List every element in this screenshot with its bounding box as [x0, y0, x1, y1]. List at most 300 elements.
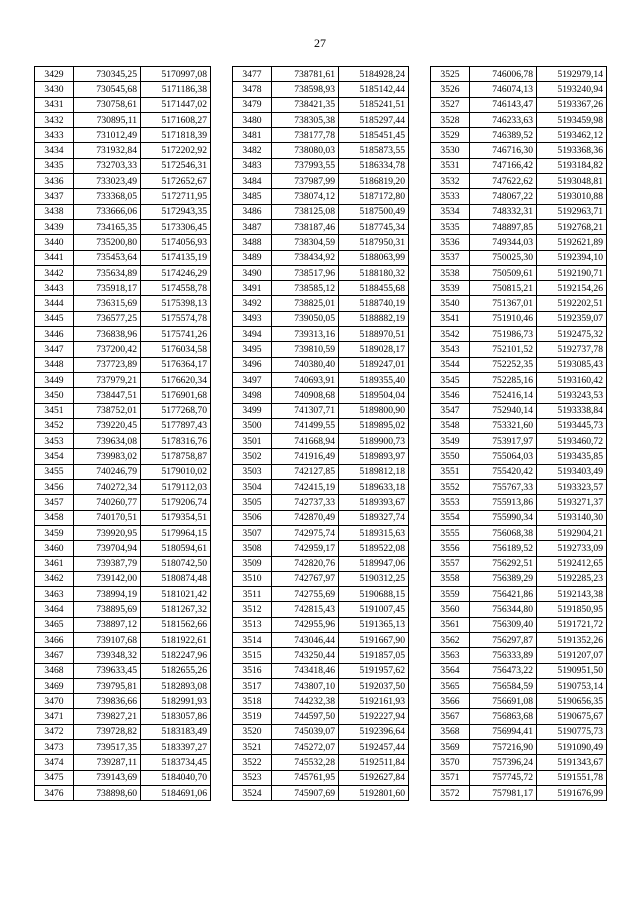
point-number-cell: 3567: [431, 709, 470, 724]
x-coordinate-cell: 745272,07: [272, 740, 339, 755]
y-coordinate-cell: 5192037,50: [339, 678, 409, 693]
x-coordinate-cell: 756344,80: [470, 602, 537, 617]
point-number-cell: 3513: [233, 617, 272, 632]
x-coordinate-cell: 745907,69: [272, 785, 339, 800]
point-number-cell: 3482: [233, 143, 272, 158]
point-number-cell: 3444: [35, 296, 74, 311]
x-coordinate-cell: 739634,08: [74, 434, 141, 449]
point-number-cell: 3456: [35, 480, 74, 495]
x-coordinate-cell: 733023,49: [74, 174, 141, 189]
point-number-cell: 3542: [431, 327, 470, 342]
x-coordinate-cell: 742820,76: [272, 556, 339, 571]
point-number-cell: 3544: [431, 357, 470, 372]
table-row: [233, 143, 409, 158]
y-coordinate-cell: 5178316,76: [141, 434, 211, 449]
x-coordinate-cell: 756994,41: [470, 724, 537, 739]
point-number-cell: 3548: [431, 418, 470, 433]
point-number-cell: 3432: [35, 112, 74, 127]
y-coordinate-cell: 5192394,10: [537, 250, 607, 265]
x-coordinate-cell: 739348,32: [74, 648, 141, 663]
point-number-cell: 3541: [431, 311, 470, 326]
x-coordinate-cell: 750815,21: [470, 281, 537, 296]
x-coordinate-cell: 742959,17: [272, 541, 339, 556]
table-row: [35, 495, 211, 510]
point-number-cell: 3471: [35, 709, 74, 724]
table-row: [35, 480, 211, 495]
x-coordinate-cell: 746074,13: [470, 82, 537, 97]
table-row: [431, 663, 607, 678]
x-coordinate-cell: 752101,52: [470, 342, 537, 357]
y-coordinate-cell: 5192396,64: [339, 724, 409, 739]
point-number-cell: 3555: [431, 525, 470, 540]
point-number-cell: 3519: [233, 709, 272, 724]
y-coordinate-cell: 5191365,13: [339, 617, 409, 632]
table-row: [35, 174, 211, 189]
x-coordinate-cell: 738304,59: [272, 235, 339, 250]
y-coordinate-cell: 5193368,36: [537, 143, 607, 158]
point-number-cell: 3479: [233, 97, 272, 112]
point-number-cell: 3466: [35, 632, 74, 647]
x-coordinate-cell: 756863,68: [470, 709, 537, 724]
x-coordinate-cell: 755420,42: [470, 464, 537, 479]
y-coordinate-cell: 5189327,74: [339, 510, 409, 525]
y-coordinate-cell: 5189633,18: [339, 480, 409, 495]
table-row: [431, 525, 607, 540]
y-coordinate-cell: 5192143,38: [537, 587, 607, 602]
table-row: [431, 449, 607, 464]
y-coordinate-cell: 5182893,08: [141, 678, 211, 693]
table-row: [35, 204, 211, 219]
y-coordinate-cell: 5192359,07: [537, 311, 607, 326]
point-number-cell: 3467: [35, 648, 74, 663]
point-number-cell: 3468: [35, 663, 74, 678]
table-row: [233, 174, 409, 189]
y-coordinate-cell: 5192621,89: [537, 235, 607, 250]
x-coordinate-cell: 737723,89: [74, 357, 141, 372]
x-coordinate-cell: 741499,55: [272, 418, 339, 433]
table-row: [233, 67, 409, 82]
table-row: [233, 372, 409, 387]
point-number-cell: 3549: [431, 434, 470, 449]
table-row: [431, 480, 607, 495]
point-number-cell: 3464: [35, 602, 74, 617]
y-coordinate-cell: 5183057,86: [141, 709, 211, 724]
point-number-cell: 3465: [35, 617, 74, 632]
point-number-cell: 3478: [233, 82, 272, 97]
table-row: [35, 82, 211, 97]
x-coordinate-cell: 738177,78: [272, 128, 339, 143]
y-coordinate-cell: 5189028,17: [339, 342, 409, 357]
table-row: [233, 281, 409, 296]
x-coordinate-cell: 745039,07: [272, 724, 339, 739]
y-coordinate-cell: 5187745,34: [339, 219, 409, 234]
table-row: [233, 219, 409, 234]
x-coordinate-cell: 731932,84: [74, 143, 141, 158]
point-number-cell: 3532: [431, 174, 470, 189]
point-number-cell: 3488: [233, 235, 272, 250]
table-row: [35, 464, 211, 479]
point-number-cell: 3562: [431, 632, 470, 647]
point-number-cell: 3518: [233, 694, 272, 709]
y-coordinate-cell: 5184040,70: [141, 770, 211, 785]
x-coordinate-cell: 737200,42: [74, 342, 141, 357]
point-number-cell: 3437: [35, 189, 74, 204]
y-coordinate-cell: 5191676,99: [537, 785, 607, 800]
point-number-cell: 3445: [35, 311, 74, 326]
x-coordinate-cell: 736315,69: [74, 296, 141, 311]
table-row: [233, 480, 409, 495]
x-coordinate-cell: 756309,40: [470, 617, 537, 632]
table-row: [233, 388, 409, 403]
x-coordinate-cell: 739107,68: [74, 632, 141, 647]
point-number-cell: 3531: [431, 158, 470, 173]
x-coordinate-cell: 739795,81: [74, 678, 141, 693]
point-number-cell: 3454: [35, 449, 74, 464]
x-coordinate-cell: 743418,46: [272, 663, 339, 678]
y-coordinate-cell: 5182991,93: [141, 694, 211, 709]
coordinates-table-1: [34, 66, 211, 801]
point-number-cell: 3430: [35, 82, 74, 97]
x-coordinate-cell: 738598,93: [272, 82, 339, 97]
table-row: [35, 403, 211, 418]
table-row: [233, 296, 409, 311]
table-row: [233, 112, 409, 127]
point-number-cell: 3557: [431, 556, 470, 571]
x-coordinate-cell: 756189,52: [470, 541, 537, 556]
table-row: [431, 128, 607, 143]
x-coordinate-cell: 735634,89: [74, 265, 141, 280]
y-coordinate-cell: 5172546,31: [141, 158, 211, 173]
point-number-cell: 3522: [233, 755, 272, 770]
point-number-cell: 3470: [35, 694, 74, 709]
x-coordinate-cell: 737987,99: [272, 174, 339, 189]
table-row: [35, 678, 211, 693]
table-row: [431, 265, 607, 280]
y-coordinate-cell: 5190675,67: [537, 709, 607, 724]
point-number-cell: 3537: [431, 250, 470, 265]
x-coordinate-cell: 737979,21: [74, 372, 141, 387]
table-row: [431, 724, 607, 739]
table-row: [431, 97, 607, 112]
y-coordinate-cell: 5193048,81: [537, 174, 607, 189]
x-coordinate-cell: 737993,55: [272, 158, 339, 173]
y-coordinate-cell: 5185451,45: [339, 128, 409, 143]
point-number-cell: 3530: [431, 143, 470, 158]
point-number-cell: 3494: [233, 327, 272, 342]
x-coordinate-cell: 738781,61: [272, 67, 339, 82]
x-coordinate-cell: 757216,90: [470, 740, 537, 755]
x-coordinate-cell: 738517,96: [272, 265, 339, 280]
y-coordinate-cell: 5191957,62: [339, 663, 409, 678]
x-coordinate-cell: 739920,95: [74, 525, 141, 540]
table-row: [431, 632, 607, 647]
table-row: [431, 311, 607, 326]
table-row: [233, 357, 409, 372]
table-row: [233, 204, 409, 219]
table-row: [431, 219, 607, 234]
y-coordinate-cell: 5184928,24: [339, 67, 409, 82]
point-number-cell: 3438: [35, 204, 74, 219]
table-row: [431, 694, 607, 709]
x-coordinate-cell: 742975,74: [272, 525, 339, 540]
y-coordinate-cell: 5192511,84: [339, 755, 409, 770]
point-number-cell: 3439: [35, 219, 74, 234]
table-row: [431, 740, 607, 755]
y-coordinate-cell: 5183734,45: [141, 755, 211, 770]
y-coordinate-cell: 5182655,26: [141, 663, 211, 678]
x-coordinate-cell: 748332,31: [470, 204, 537, 219]
table-row: [233, 694, 409, 709]
point-number-cell: 3436: [35, 174, 74, 189]
table-row: [233, 418, 409, 433]
y-coordinate-cell: 5176034,58: [141, 342, 211, 357]
point-number-cell: 3528: [431, 112, 470, 127]
x-coordinate-cell: 742415,19: [272, 480, 339, 495]
y-coordinate-cell: 5192768,21: [537, 219, 607, 234]
table-row: [431, 709, 607, 724]
y-coordinate-cell: 5193243,53: [537, 388, 607, 403]
y-coordinate-cell: 5176620,34: [141, 372, 211, 387]
y-coordinate-cell: 5177897,43: [141, 418, 211, 433]
y-coordinate-cell: 5172711,95: [141, 189, 211, 204]
x-coordinate-cell: 746389,52: [470, 128, 537, 143]
x-coordinate-cell: 757981,17: [470, 785, 537, 800]
point-number-cell: 3505: [233, 495, 272, 510]
point-number-cell: 3546: [431, 388, 470, 403]
table-row: [35, 143, 211, 158]
point-number-cell: 3539: [431, 281, 470, 296]
point-number-cell: 3570: [431, 755, 470, 770]
point-number-cell: 3554: [431, 510, 470, 525]
point-number-cell: 3441: [35, 250, 74, 265]
table-row: [431, 785, 607, 800]
table-row: [431, 357, 607, 372]
x-coordinate-cell: 741916,49: [272, 449, 339, 464]
x-coordinate-cell: 746716,30: [470, 143, 537, 158]
x-coordinate-cell: 740693,91: [272, 372, 339, 387]
table-row: [431, 571, 607, 586]
x-coordinate-cell: 739220,45: [74, 418, 141, 433]
x-coordinate-cell: 747166,42: [470, 158, 537, 173]
point-number-cell: 3481: [233, 128, 272, 143]
point-number-cell: 3477: [233, 67, 272, 82]
table-row: [35, 342, 211, 357]
y-coordinate-cell: 5191343,67: [537, 755, 607, 770]
y-coordinate-cell: 5185142,44: [339, 82, 409, 97]
x-coordinate-cell: 738305,38: [272, 112, 339, 127]
x-coordinate-cell: 733666,06: [74, 204, 141, 219]
y-coordinate-cell: 5192161,93: [339, 694, 409, 709]
x-coordinate-cell: 756292,51: [470, 556, 537, 571]
y-coordinate-cell: 5190688,15: [339, 587, 409, 602]
x-coordinate-cell: 746233,63: [470, 112, 537, 127]
y-coordinate-cell: 5193459,98: [537, 112, 607, 127]
table-row: [35, 235, 211, 250]
point-number-cell: 3515: [233, 648, 272, 663]
y-coordinate-cell: 5193445,73: [537, 418, 607, 433]
y-coordinate-cell: 5186819,20: [339, 174, 409, 189]
point-number-cell: 3429: [35, 67, 74, 82]
x-coordinate-cell: 738898,60: [74, 785, 141, 800]
x-coordinate-cell: 742870,49: [272, 510, 339, 525]
point-number-cell: 3493: [233, 311, 272, 326]
x-coordinate-cell: 739050,05: [272, 311, 339, 326]
y-coordinate-cell: 5192733,09: [537, 541, 607, 556]
table-row: [233, 495, 409, 510]
x-coordinate-cell: 736577,25: [74, 311, 141, 326]
y-coordinate-cell: 5176901,68: [141, 388, 211, 403]
y-coordinate-cell: 5192904,21: [537, 525, 607, 540]
x-coordinate-cell: 740260,77: [74, 495, 141, 510]
point-number-cell: 3440: [35, 235, 74, 250]
point-number-cell: 3506: [233, 510, 272, 525]
y-coordinate-cell: 5179112,03: [141, 480, 211, 495]
point-number-cell: 3497: [233, 372, 272, 387]
table-row: [431, 587, 607, 602]
table-row: [35, 510, 211, 525]
y-coordinate-cell: 5188740,19: [339, 296, 409, 311]
y-coordinate-cell: 5193010,88: [537, 189, 607, 204]
x-coordinate-cell: 751367,01: [470, 296, 537, 311]
table-row: [233, 327, 409, 342]
table-row: [431, 342, 607, 357]
y-coordinate-cell: 5171186,38: [141, 82, 211, 97]
y-coordinate-cell: 5192475,32: [537, 327, 607, 342]
table-row: [233, 587, 409, 602]
x-coordinate-cell: 739728,82: [74, 724, 141, 739]
y-coordinate-cell: 5192190,71: [537, 265, 607, 280]
table-row: [431, 296, 607, 311]
x-coordinate-cell: 738897,12: [74, 617, 141, 632]
x-coordinate-cell: 740170,51: [74, 510, 141, 525]
point-number-cell: 3547: [431, 403, 470, 418]
table-row: [35, 158, 211, 173]
table-row: [431, 403, 607, 418]
point-number-cell: 3508: [233, 541, 272, 556]
y-coordinate-cell: 5192457,44: [339, 740, 409, 755]
table-row: [233, 510, 409, 525]
x-coordinate-cell: 738895,69: [74, 602, 141, 617]
point-number-cell: 3509: [233, 556, 272, 571]
table-row: [431, 648, 607, 663]
point-number-cell: 3529: [431, 128, 470, 143]
y-coordinate-cell: 5181562,66: [141, 617, 211, 632]
y-coordinate-cell: 5189900,73: [339, 434, 409, 449]
point-number-cell: 3525: [431, 67, 470, 82]
point-number-cell: 3561: [431, 617, 470, 632]
y-coordinate-cell: 5191551,78: [537, 770, 607, 785]
y-coordinate-cell: 5192801,60: [339, 785, 409, 800]
x-coordinate-cell: 756389,29: [470, 571, 537, 586]
x-coordinate-cell: 738752,01: [74, 403, 141, 418]
y-coordinate-cell: 5193160,42: [537, 372, 607, 387]
table-row: [35, 694, 211, 709]
y-coordinate-cell: 5192627,84: [339, 770, 409, 785]
table-row: [431, 418, 607, 433]
y-coordinate-cell: 5193460,72: [537, 434, 607, 449]
table-row: [35, 648, 211, 663]
y-coordinate-cell: 5188455,68: [339, 281, 409, 296]
y-coordinate-cell: 5174246,29: [141, 265, 211, 280]
table-row: [431, 755, 607, 770]
point-number-cell: 3572: [431, 785, 470, 800]
table-row: [431, 67, 607, 82]
y-coordinate-cell: 5171818,39: [141, 128, 211, 143]
point-number-cell: 3451: [35, 403, 74, 418]
x-coordinate-cell: 753917,97: [470, 434, 537, 449]
x-coordinate-cell: 756297,87: [470, 632, 537, 647]
point-number-cell: 3540: [431, 296, 470, 311]
x-coordinate-cell: 742127,85: [272, 464, 339, 479]
x-coordinate-cell: 741307,71: [272, 403, 339, 418]
y-coordinate-cell: 5181922,61: [141, 632, 211, 647]
point-number-cell: 3431: [35, 97, 74, 112]
y-coordinate-cell: 5192737,78: [537, 342, 607, 357]
table-row: [233, 342, 409, 357]
table-row: [35, 327, 211, 342]
point-number-cell: 3491: [233, 281, 272, 296]
table-row: [35, 281, 211, 296]
x-coordinate-cell: 738125,08: [272, 204, 339, 219]
table-row: [233, 250, 409, 265]
y-coordinate-cell: 5179964,15: [141, 525, 211, 540]
point-number-cell: 3452: [35, 418, 74, 433]
table-row: [233, 82, 409, 97]
table-row: [233, 678, 409, 693]
point-number-cell: 3492: [233, 296, 272, 311]
y-coordinate-cell: 5190312,25: [339, 571, 409, 586]
table-row: [233, 464, 409, 479]
point-number-cell: 3458: [35, 510, 74, 525]
y-coordinate-cell: 5180874,48: [141, 571, 211, 586]
y-coordinate-cell: 5193085,43: [537, 357, 607, 372]
point-number-cell: 3453: [35, 434, 74, 449]
point-number-cell: 3524: [233, 785, 272, 800]
x-coordinate-cell: 738080,03: [272, 143, 339, 158]
point-number-cell: 3486: [233, 204, 272, 219]
point-number-cell: 3472: [35, 724, 74, 739]
table-row: [35, 587, 211, 602]
x-coordinate-cell: 738447,51: [74, 388, 141, 403]
point-number-cell: 3484: [233, 174, 272, 189]
x-coordinate-cell: 756421,86: [470, 587, 537, 602]
point-number-cell: 3552: [431, 480, 470, 495]
point-number-cell: 3553: [431, 495, 470, 510]
coordinates-table-3: [430, 66, 607, 801]
y-coordinate-cell: 5193184,82: [537, 158, 607, 173]
y-coordinate-cell: 5192202,51: [537, 296, 607, 311]
table-row: [35, 296, 211, 311]
y-coordinate-cell: 5193240,94: [537, 82, 607, 97]
x-coordinate-cell: 740908,68: [272, 388, 339, 403]
table-row: [233, 158, 409, 173]
point-number-cell: 3536: [431, 235, 470, 250]
table-row: [35, 602, 211, 617]
table-row: [35, 372, 211, 387]
table-row: [233, 541, 409, 556]
point-number-cell: 3498: [233, 388, 272, 403]
y-coordinate-cell: 5191850,95: [537, 602, 607, 617]
y-coordinate-cell: 5188970,51: [339, 327, 409, 342]
table-row: [35, 663, 211, 678]
table-row: [35, 724, 211, 739]
table-row: [431, 510, 607, 525]
table-row: [35, 541, 211, 556]
point-number-cell: 3511: [233, 587, 272, 602]
point-number-cell: 3434: [35, 143, 74, 158]
x-coordinate-cell: 743046,44: [272, 632, 339, 647]
point-number-cell: 3523: [233, 770, 272, 785]
